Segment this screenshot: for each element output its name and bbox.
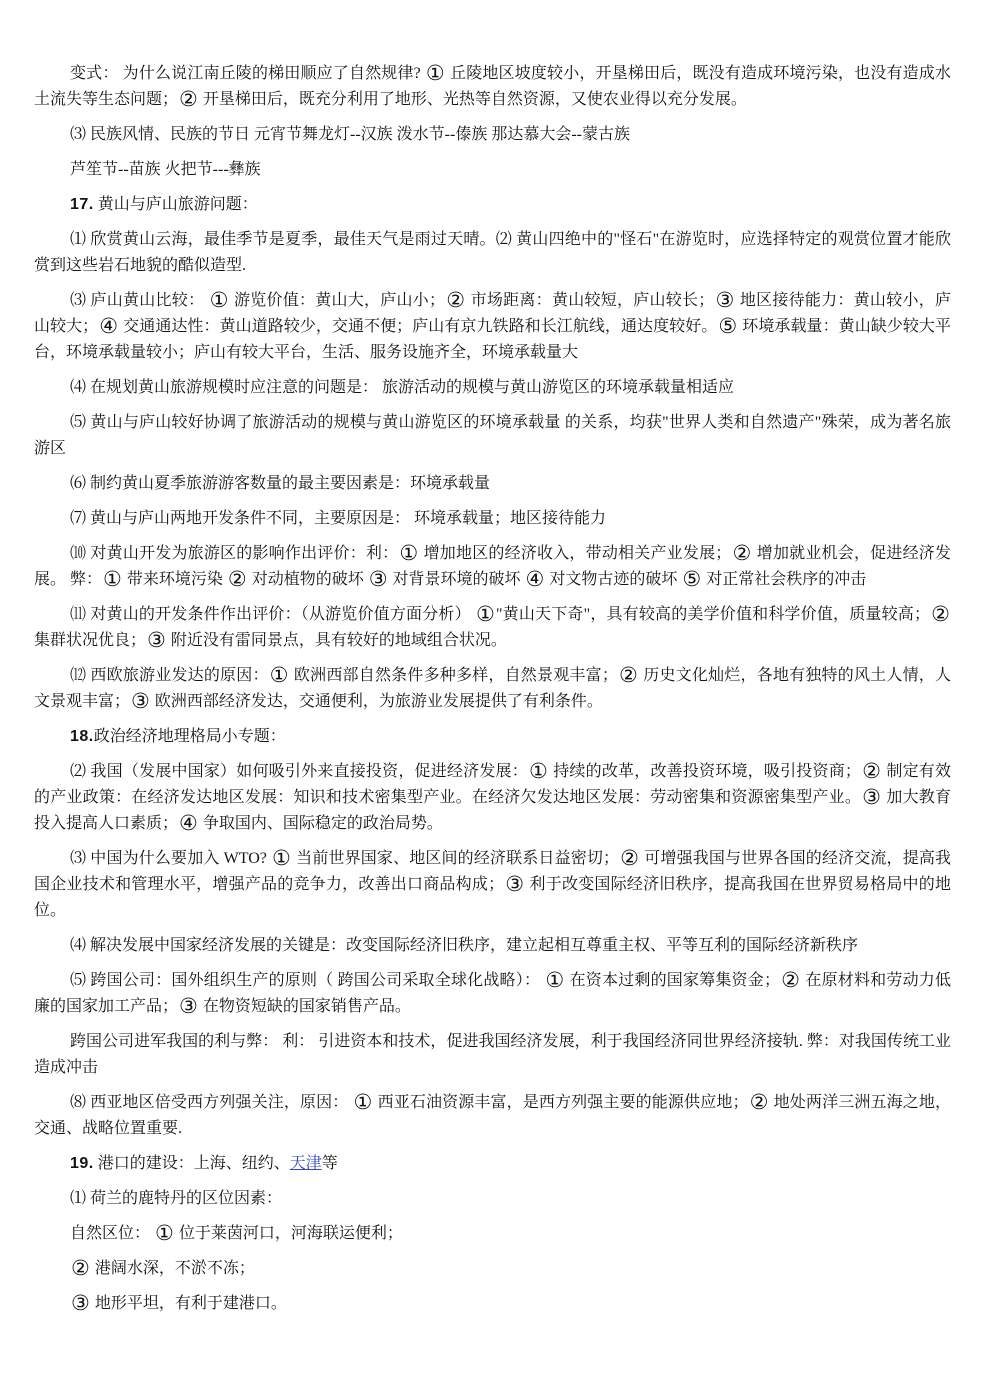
paragraph-17-10-evaluation [34,541,951,593]
circled-number: ③ [179,994,198,1018]
paragraph-18-2-investment [34,759,951,837]
circled-number: ① [269,663,289,687]
text-run: 港口的建设：上海、纽约、 [93,1155,290,1172]
circled-number: ③ [505,872,525,896]
circled-number: ① [272,846,292,870]
circled-number: ② [732,541,752,565]
text-run: ⑶ 庐山黄山比较： ① 游览价值：黄山大，庐山小；② 市场距离：黄山较短，庐山较长；③ 地区接待能力：黄山较小，庐山较大；④ 交通通达性：黄山道路较少，交通不便；庐山有京九铁路和长江航线，通达度较好。⑤ 环境承载量：黄山缺少较大平台，环境承载量较小；庐山有较大平台，生活、服务设施齐全，环境承载量大 [34,288,951,361]
section-number: 17. [70,196,94,213]
paragraph-19-flat-terrain [34,1291,951,1317]
paragraph-17-1-2 [34,227,951,279]
text-run: ③ 地形平坦，有利于建港口。 [71,1291,287,1315]
circled-number: ④ [179,811,198,835]
tianjin-link[interactable]: 天津 [289,1155,322,1172]
text-run: ⑷ 在规划黄山旅游规模时应注意的问题是： 旅游活动的规模与黄山游览区的环境承载量相适应 [70,379,735,396]
circled-number: ① [425,61,445,85]
circled-number: ③ [71,1291,90,1315]
text-run: ② 港阔水深，不淤不冻； [71,1256,255,1280]
circled-number: ② [618,663,639,687]
section-number: 18. [70,728,94,745]
text-run: ⑻ 西亚地区倍受西方列强关注，原因： ① 西亚石油资源丰富，是西方列强主要的能源供应地；② 地处两洋三洲五海之地，交通、战略位置重要. [34,1090,951,1137]
circled-number: ⑤ [718,314,738,338]
circled-number: ④ [99,314,119,338]
circled-number: ① [475,602,495,626]
circled-number: ③ [862,785,882,809]
text-run: ⑷ 解决发展中国家经济发展的关键是：改变国际经济旧秩序，建立起相互尊重主权、平等互利的国际经济新秩序 [70,937,859,954]
paragraph-ethnic-festivals-cont [34,157,951,183]
paragraph-17-4-planning [34,375,951,401]
circled-number: ② [446,288,466,312]
circled-number: ② [930,602,950,626]
text-run: ⑴ 荷兰的鹿特丹的区位因素： [70,1190,283,1207]
text-run: 芦笙节--苗族 火把节---彝族 [70,161,261,178]
text-run: ⑴ 欣赏黄山云海，最佳季节是夏季，最佳天气是雨过天晴。⑵ 黄山四绝中的"怪石"在游览时，应选择特定的观赏位置才能欣赏到这些岩石地貌的酷似造型. [34,231,951,274]
paragraph-17-11-development [34,602,951,654]
paragraph-18-multinational-pros-cons [34,1029,951,1081]
circled-number: ② [780,968,801,992]
paragraph-18-5-multinational [34,968,951,1020]
circled-number: ① [545,968,565,992]
heading-19-ports [34,1151,951,1177]
paragraph-17-6-capacity [34,471,951,497]
circled-number: ② [71,1256,90,1280]
circled-number: ③ [147,628,166,652]
paragraph-18-3-wto [34,846,951,924]
paragraph-19-1-rotterdam [34,1186,951,1212]
circled-number: ① [155,1221,174,1245]
circled-number: ① [528,759,549,783]
text-run: ⑹ 制约黄山夏季旅游游客数量的最主要因素是：环境承载量 [70,475,491,492]
circled-number: ① [103,567,122,591]
circled-number: ⑤ [682,567,702,591]
circled-number: ③ [715,288,735,312]
document-content [34,61,951,1317]
paragraph-ethnic-festivals [34,122,951,148]
circled-number: ① [353,1090,373,1114]
paragraph-19-harbor-depth [34,1256,951,1282]
heading-18-political-economic [34,724,951,750]
text-run: 黄山与庐山旅游问题： [93,196,258,213]
circled-number: ② [749,1090,769,1114]
text-run: 等 [321,1155,338,1172]
circled-number: ② [179,87,198,111]
text-run: 跨国公司进军我国的利与弊： 利： 引进资本和技术，促进我国经济发展，利于我国经济同世界经济接轨. 弊：对我国传统工业造成冲击 [34,1033,951,1076]
text-run: ⑵ 我国（发展中国家）如何吸引外来直接投资，促进经济发展：① 持续的改革，改善投资环境，吸引投资商；② 制定有效的产业政策：在经济发达地区发展：知识和技术密集型产业。在经济欠发达地区发展：劳动密集和资源密集型产业。③ 加大教育投入提高人口素质；④ 争取国内、国际稳定的政治局势。 [34,759,951,835]
section-number: 19. [70,1155,94,1172]
paragraph-18-8-west-asia [34,1090,951,1142]
text-run: ⑸ 黄山与庐山较好协调了旅游活动的规模与黄山游览区的环境承载量 的关系，均获"世界人类和自然遗产"殊荣，成为著名旅游区 [34,414,951,457]
text-run: ⑺ 黄山与庐山两地开发条件不同，主要原因是： 环境承载量；地区接待能力 [70,510,607,527]
text-run: ⑿ 西欧旅游业发达的原因：① 欧洲西部自然条件多种多样，自然景观丰富；② 历史文化灿烂，各地有独特的风土人情，人文景观丰富；③ 欧洲西部经济发达，交通便利，为旅游业发展提供了有利条件。 [34,663,951,713]
circled-number: ① [399,541,419,565]
circled-number: ③ [131,689,150,713]
text-run: 变式： 为什么说江南丘陵的梯田顺应了自然规律? ① 丘陵地区坡度较小，开垦梯田后，既没有造成环境污染，也没有造成水土流失等生态问题；② 开垦梯田后，既充分利用了地形、光热等自然资源，又使农业得以充分发展。 [34,61,951,111]
paragraph-19-natural-location [34,1221,951,1247]
text-run: 政治经济地理格局小专题： [93,728,286,745]
paragraph-18-4-key [34,933,951,959]
paragraph-bianshi-terraces [34,61,951,113]
circled-number: ② [861,759,882,783]
text-run: ⑶ 中国为什么要加入 WTO? ① 当前世界国家、地区间的经济联系日益密切；② 可增强我国与世界各国的经济交流，提高我国企业技术和管理水平，增强产品的竞争力，改善出口商品构成；③ 利于改变国际经济旧秩序，提高我国在世界贸易格局中的地位。 [34,846,951,919]
circled-number: ② [620,846,640,870]
text-run: ⑸ 跨国公司：国外组织生产的原则（ 跨国公司采取全球化战略）： ① 在资本过剩的国家筹集资金；② 在原材料和劳动力低廉的国家加工产品；③ 在物资短缺的国家销售产品。 [34,968,951,1018]
circled-number: ① [209,288,229,312]
text-run: ⑶ 民族风情、民族的节日 元宵节舞龙灯--汉族 泼水节--傣族 那达慕大会--蒙古族 [70,126,630,143]
text-run: ⑾ 对黄山的开发条件作出评价：（从游览价值方面分析） ①"黄山天下奇"，具有较高的美学价值和科学价值，质量较高；② 集群状况优良；③ 附近没有雷同景点，具有较好的地域组合状况。 [34,602,950,652]
circled-number: ③ [368,567,388,591]
circled-number: ② [227,567,247,591]
text-run: ⑽ 对黄山开发为旅游区的影响作出评价：利：① 增加地区的经济收入，带动相关产业发展；② 增加就业机会，促进经济发展。 弊：① 带来环境污染 ② 对动植物的破坏 ③ 对背景环境的破坏 ④ 对文物古迹的破坏 ⑤ 对正常社会秩序的冲击 [34,541,951,591]
heading-17-huangshan-lushan [34,192,951,218]
paragraph-17-12-western-europe [34,663,951,715]
text-run: 自然区位： ① 位于莱茵河口，河海联运便利； [70,1221,403,1245]
paragraph-17-5-heritage [34,410,951,462]
paragraph-17-3-comparison [34,288,951,366]
paragraph-17-7-conditions [34,506,951,532]
circled-number: ④ [525,567,545,591]
